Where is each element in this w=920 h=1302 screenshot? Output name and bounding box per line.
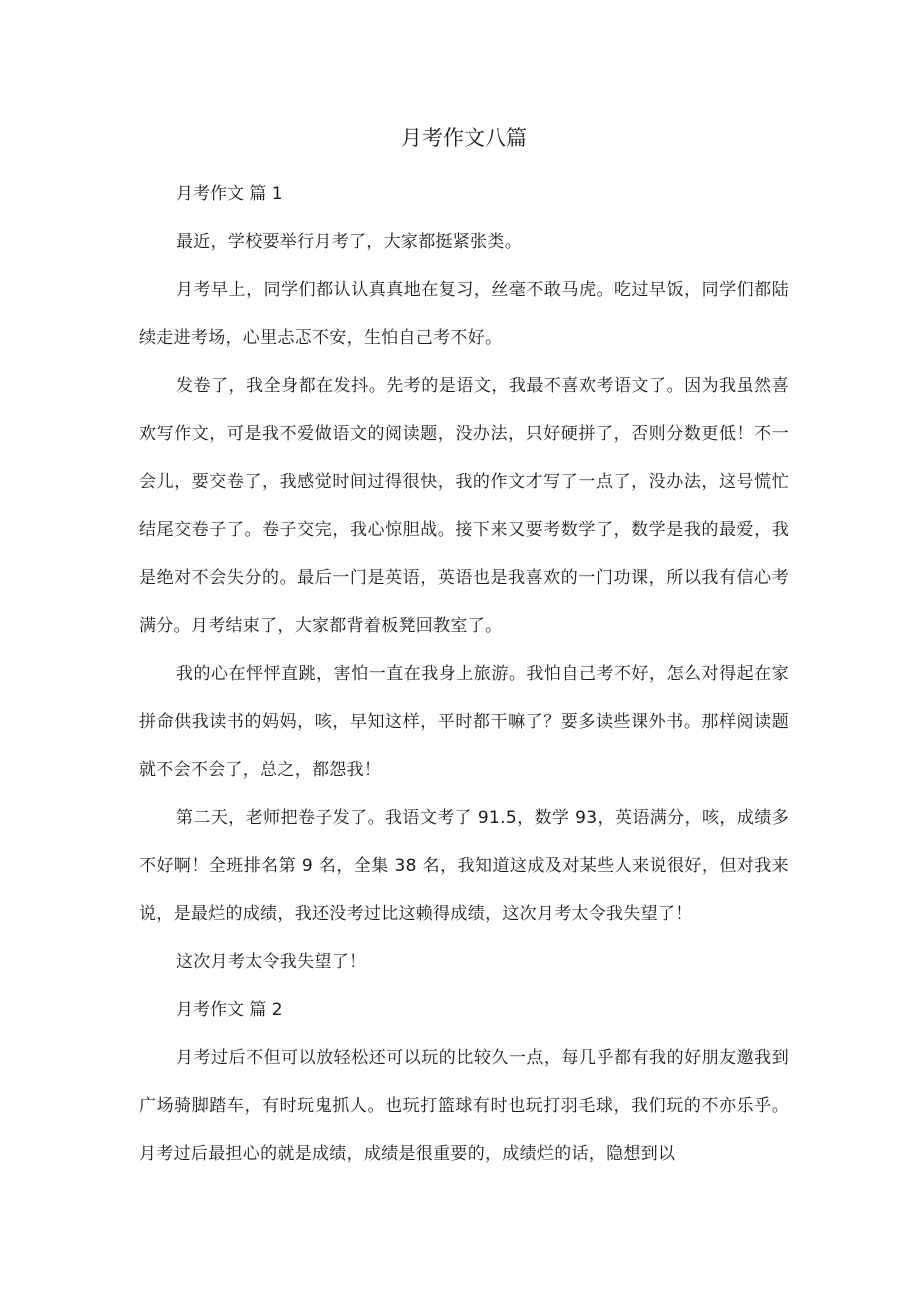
section-heading: 月考作文 篇 1 xyxy=(176,184,283,204)
document-page xyxy=(139,118,789,1178)
paragraph: 月考早上，同学们都认认真真地在复习，丝毫不敢马虎。吃过早饭，同学们都陆续走进考场，心里忐忑不安，生怕自己考不好。 xyxy=(139,280,789,348)
paragraph: 第二天，老师把卷子发了。我语文考了 91.5，数学 93，英语满分，咳，成绩多不好啊！全班排名第 9 名，全集 38 名，我知道这成及对某些人来说很好，但对我来说，是最烂的成绩，我还没考过比这赖得成绩，这次月考太令我失望了！ xyxy=(139,808,789,924)
paragraph: 月考过后不但可以放轻松还可以玩的比较久一点，每几乎都有我的好朋友邀我到广场骑脚踏车，有时玩鬼抓人。也玩打篮球有时也玩打羽毛球，我们玩的不亦乐乎。月考过后最担心的就是成绩，成绩是很重要的，成绩烂的话，隐想到以 xyxy=(139,1048,789,1164)
essay-section-2 xyxy=(139,986,789,1178)
paragraph: 最近，学校要举行月考了，大家都挺紧张类。 xyxy=(176,232,522,252)
paragraph: 发卷了，我全身都在发抖。先考的是语文，我最不喜欢考语文了。因为我虽然喜欢写作文，可是我不爱做语文的阅读题，没办法，只好硬拼了，否则分数更低！不一会儿，要交卷了，我感觉时间过得很快，我的作文才写了一点了，没办法，这号慌忙结尾交卷子了。卷子交完，我心惊胆战。接下来又要考数学了，数学是我的最爱，我是绝对不会失分的。最后一门是英语，英语也是我喜欢的一门功课，所以我有信心考满分。月考结束了，大家都背着板凳回教室了。 xyxy=(139,376,789,636)
paragraph: 这次月考太令我失望了！ xyxy=(176,952,367,972)
essay-section-1 xyxy=(139,170,789,986)
document-title: 月考作文八篇 xyxy=(401,126,527,150)
section-heading: 月考作文 篇 2 xyxy=(176,1000,283,1020)
paragraph: 我的心在怦怦直跳，害怕一直在我身上旅游。我怕自己考不好，怎么对得起在家拼命供我读书的妈妈，咳，早知这样，平时都干嘛了？要多读些课外书。那样阅读题就不会不会了，总之，都怨我！ xyxy=(139,664,789,780)
